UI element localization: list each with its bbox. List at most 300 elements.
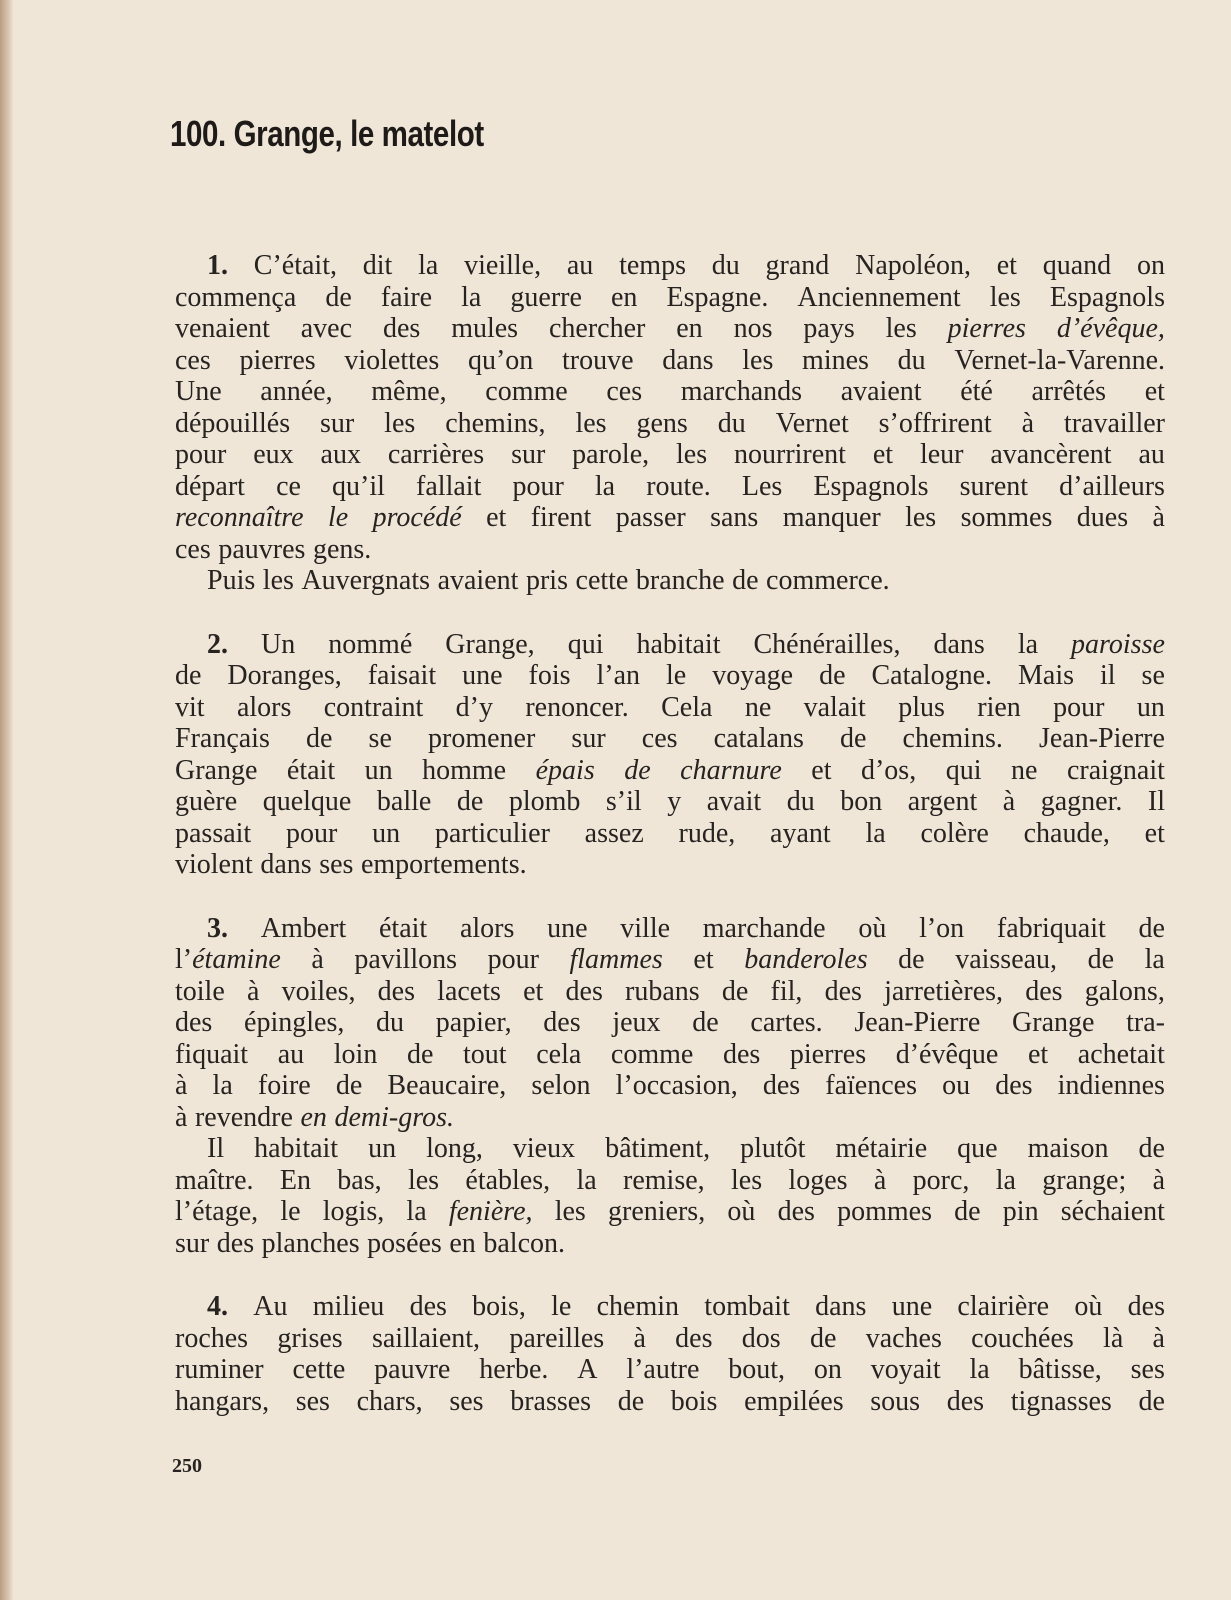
word: de [175, 660, 202, 691]
word: venaient [175, 313, 270, 344]
word: maison [1027, 1133, 1109, 1164]
word: de [617, 1385, 645, 1417]
italic-word: épais [535, 754, 595, 786]
word: métairie [835, 1133, 928, 1164]
italic-word: reconnaître [175, 502, 304, 533]
word: gens [636, 407, 688, 439]
word: Jean-Pierre [1038, 723, 1165, 754]
word: Grange, [445, 628, 535, 660]
word: au [1138, 439, 1165, 470]
word: faïences [825, 1070, 917, 1101]
word: à [1021, 407, 1034, 439]
text-line [175, 345, 1165, 377]
text-line [175, 976, 1165, 1008]
word: les [384, 407, 416, 439]
word: chemin [596, 1291, 680, 1322]
word: Puis [207, 565, 256, 596]
word: on [1136, 250, 1165, 281]
text-line [175, 629, 1165, 661]
word: la [576, 1164, 597, 1196]
italic-word: le [327, 502, 349, 533]
word: chercher [548, 313, 646, 344]
text-line [175, 250, 1165, 282]
word: hangars, [175, 1385, 270, 1417]
word: pour [1053, 691, 1105, 723]
word: promener [428, 723, 536, 754]
word: les [676, 439, 708, 470]
word: une [547, 912, 588, 944]
word: où [727, 1196, 756, 1227]
word: argent [907, 786, 978, 817]
word: bois, [472, 1291, 526, 1322]
word: papier, [435, 1007, 512, 1038]
word: et [811, 754, 832, 786]
word: marchande [702, 912, 826, 944]
word: bâtiment, [605, 1133, 711, 1164]
word: là [1103, 1322, 1124, 1354]
text-line [175, 818, 1165, 850]
word: d’ailleurs [1059, 470, 1165, 502]
word: la [969, 1354, 990, 1385]
word: bâtisse, [1018, 1354, 1102, 1385]
word: balcon. [483, 1227, 565, 1259]
word: chars, [356, 1385, 423, 1417]
word: Une [175, 376, 222, 407]
word: les [742, 344, 774, 376]
italic-word: de [624, 754, 651, 786]
italic-word: paroisse [1071, 628, 1165, 660]
word: violettes [344, 344, 440, 376]
word: du [376, 1007, 405, 1038]
word: d’évêque [895, 1038, 999, 1070]
word: et [486, 502, 507, 533]
word: d’y [455, 691, 493, 723]
word: ne [744, 691, 772, 723]
text-line [175, 1291, 1165, 1323]
word: les [575, 407, 607, 439]
word: de [721, 975, 749, 1007]
word: nommé [328, 628, 413, 660]
word: surent [959, 470, 1029, 502]
word: Il [207, 1133, 225, 1164]
italic-word: procédé [372, 502, 462, 533]
word: faisait [367, 660, 437, 691]
word: au [566, 250, 594, 281]
word: bois [670, 1385, 718, 1417]
word: Français [175, 723, 270, 754]
word: et [1144, 817, 1165, 849]
text-line [175, 1196, 1165, 1228]
word: bon [840, 786, 883, 817]
word: des [824, 975, 862, 1007]
word: Beaucaire, [387, 1070, 507, 1101]
word: l’autre [626, 1354, 700, 1385]
word: En [279, 1164, 311, 1196]
word: la [995, 1164, 1016, 1196]
word: grand [765, 250, 830, 281]
word: de [456, 786, 484, 817]
text-line [175, 282, 1165, 314]
word: à [175, 1070, 188, 1101]
word: bas, [337, 1164, 382, 1196]
text-line [175, 723, 1165, 755]
word: logis, [322, 1196, 385, 1227]
word: à [1152, 1164, 1165, 1196]
italic-word: pierres [947, 313, 1026, 344]
word: le [551, 1291, 572, 1322]
word: pierres [789, 1038, 867, 1070]
word: comme [485, 376, 568, 407]
word: à [175, 1101, 188, 1133]
word: bout, [728, 1354, 785, 1385]
paragraph-section-1 [175, 250, 1165, 597]
word: tignasses [1010, 1385, 1112, 1417]
word: jeux [612, 1007, 661, 1038]
word: grange; [1042, 1164, 1127, 1196]
word: selon [531, 1070, 591, 1101]
word: chaude, [1023, 817, 1110, 849]
word: cela [536, 1038, 582, 1070]
word: la [212, 1070, 233, 1101]
word: foire [257, 1070, 311, 1101]
word: Chénérailles, [753, 628, 901, 660]
word: le [280, 1196, 301, 1227]
word: galons, [1084, 975, 1165, 1007]
word: des [543, 1007, 581, 1038]
word: ou [942, 1070, 971, 1101]
word: loges [788, 1164, 848, 1196]
word: du [897, 344, 926, 376]
word: des [946, 1385, 985, 1417]
word: un [368, 1133, 397, 1164]
word: eux [253, 439, 294, 470]
word: des [409, 1291, 447, 1322]
word: toile [175, 975, 225, 1007]
word: ruminer [175, 1354, 264, 1385]
word: sommes [960, 502, 1053, 533]
word: en [449, 1227, 476, 1259]
word: ces [175, 344, 211, 376]
word: fois [528, 660, 571, 691]
word: les [730, 1164, 763, 1196]
word: faire [380, 281, 433, 313]
word: du [717, 407, 746, 439]
word: voyage [712, 660, 794, 691]
word: de [1138, 1133, 1165, 1164]
word: trouve [561, 344, 634, 376]
word: vit [175, 691, 205, 723]
word: où [1074, 1291, 1103, 1322]
text-line [175, 471, 1165, 503]
italic-word: étamine [192, 944, 281, 975]
word: ces [641, 723, 678, 754]
word: des [995, 1070, 1033, 1101]
paragraph-section-4 [175, 1291, 1165, 1417]
text-line [175, 439, 1165, 471]
word: d’os, [860, 754, 917, 786]
word: du [786, 786, 815, 817]
word: Espagnols [813, 470, 929, 502]
word: avaient [437, 565, 519, 596]
word: vieux [512, 1133, 576, 1164]
word: revendre [194, 1101, 293, 1133]
word: l’étage, [175, 1196, 259, 1227]
italic-word: flammes [569, 944, 663, 975]
paragraph-section-3 [175, 913, 1165, 1260]
word: fil, [770, 975, 803, 1007]
word: des [675, 1322, 713, 1354]
word: en [610, 281, 638, 313]
word: nourrirent [734, 439, 846, 470]
word: où [858, 912, 887, 944]
word: même, [371, 376, 447, 407]
word: des [382, 313, 421, 344]
word: homme [422, 754, 507, 786]
word: et [1144, 376, 1165, 407]
word: des [1025, 975, 1063, 1007]
word: ville [620, 912, 671, 944]
word: alors [459, 912, 515, 944]
word: cartes. [750, 1007, 823, 1038]
text-line [175, 1354, 1165, 1386]
text-line [175, 1228, 1165, 1260]
word: les [905, 502, 937, 533]
word: de [406, 1038, 434, 1070]
word: avait [706, 786, 762, 817]
word: catalans [713, 723, 804, 754]
word: la [865, 817, 886, 849]
word: milieu [312, 1291, 385, 1322]
word: tra- [1126, 1007, 1165, 1038]
word: Les [741, 470, 783, 502]
word: des [777, 1196, 815, 1227]
word: la [461, 281, 482, 313]
word: du [711, 250, 740, 281]
word: et [872, 439, 894, 470]
italic-word: fenière, [448, 1196, 533, 1227]
word: Grange [175, 754, 258, 786]
word: quand [1042, 250, 1112, 281]
text-line [175, 313, 1165, 345]
section-number: 2. [207, 628, 228, 660]
word: Vernet [775, 407, 849, 439]
word-group [175, 944, 281, 976]
word: pauvre [374, 1354, 451, 1385]
word: indiennes [1057, 1070, 1165, 1101]
word: Anciennement [797, 281, 961, 313]
word: loin [333, 1038, 378, 1070]
word: année, [260, 376, 333, 407]
word: au [277, 1038, 305, 1070]
word: planches [261, 1227, 360, 1259]
word: vieille, [464, 250, 542, 281]
italic-word: charnure [680, 754, 782, 786]
word: des [377, 975, 415, 1007]
word: en [676, 313, 703, 344]
word: sur [511, 439, 546, 470]
word: tombait [704, 1291, 790, 1322]
word: fallait [416, 470, 482, 502]
word: Grange [1012, 1007, 1095, 1038]
word: temps [619, 250, 686, 281]
word: à [633, 1322, 646, 1354]
word: l’occasion, [615, 1070, 738, 1101]
word: y [667, 786, 682, 817]
word: branche [635, 565, 725, 596]
italic-word: en [300, 1101, 327, 1133]
word: des [216, 1227, 255, 1259]
word: la [594, 470, 616, 502]
word: chemins. [902, 723, 1003, 754]
word: de [325, 281, 352, 313]
word: qui [945, 754, 982, 786]
text-line [175, 408, 1165, 440]
word: pour [175, 439, 227, 470]
section-number: 4. [207, 1291, 228, 1322]
section-number: 1. [207, 250, 228, 281]
word: de [1138, 1385, 1165, 1417]
word: lacets [437, 975, 501, 1007]
word: pays [803, 313, 855, 344]
word: qu’il [332, 470, 385, 502]
word: ne [1011, 754, 1038, 786]
word: avancèrent [990, 439, 1112, 470]
word: étables, [465, 1164, 551, 1196]
word: roches [175, 1322, 249, 1354]
word: chemins, [445, 407, 546, 439]
word: mules [451, 313, 519, 344]
word: on [813, 1354, 842, 1385]
word: pavillons [354, 944, 458, 975]
text-line [175, 786, 1165, 818]
word: achetait [1077, 1038, 1165, 1070]
word: ces [606, 376, 643, 407]
word: Vernet-la-Varenne. [954, 344, 1165, 376]
word: la [1144, 944, 1165, 975]
word: s’il [605, 786, 642, 817]
word: les [262, 565, 294, 596]
word: balle [376, 786, 432, 817]
word: dans [933, 628, 985, 660]
word: colère [920, 817, 989, 849]
word: des [175, 1007, 213, 1038]
word: pommes [837, 1196, 932, 1227]
word: gagner. [1040, 786, 1123, 817]
text-line [175, 565, 1165, 597]
word: assez [584, 817, 644, 849]
word: dans [260, 849, 312, 880]
word: il [1100, 660, 1116, 691]
word: particulier [434, 817, 550, 849]
word: de [305, 723, 333, 754]
word: sur [571, 723, 606, 754]
word: contraint [323, 691, 424, 723]
word: et [996, 250, 1017, 281]
word: C’était, [253, 250, 337, 281]
word: un [372, 817, 401, 849]
word: valait [803, 691, 866, 723]
word: violent [175, 849, 253, 880]
word: Doranges, [227, 660, 342, 691]
word: saillaient, [371, 1322, 481, 1354]
word: clairière [957, 1291, 1050, 1322]
word: sur [175, 1227, 210, 1259]
word: les [554, 1196, 586, 1227]
word: et [523, 975, 544, 1007]
text-line [175, 1070, 1165, 1102]
word: arrêtés [1031, 376, 1107, 407]
word: s’offrirent [878, 407, 992, 439]
word: se [368, 723, 392, 754]
text-line [175, 692, 1165, 724]
word: à [1152, 502, 1165, 533]
word: commença [175, 281, 297, 313]
word: Il [1147, 786, 1165, 817]
word: couchées [971, 1322, 1074, 1354]
word: dues [1076, 502, 1129, 533]
word: une [462, 660, 503, 691]
word: guère [175, 786, 238, 817]
word: maître. [175, 1164, 254, 1196]
word: la [406, 1196, 427, 1227]
word: pour [285, 817, 338, 849]
word: pauvres [218, 533, 306, 565]
word: dit [362, 250, 393, 281]
word: sous [870, 1385, 921, 1417]
word: et [1027, 1038, 1049, 1070]
word: fiquait [175, 1038, 249, 1070]
word: greniers, [608, 1196, 706, 1227]
word: dans [815, 1291, 867, 1322]
word: ses [1130, 1354, 1165, 1385]
word: des [722, 1038, 761, 1070]
word: dos [741, 1322, 781, 1354]
word: leur [919, 439, 964, 470]
word: à [873, 1164, 887, 1196]
word: les [885, 313, 917, 344]
word: ses [295, 1385, 330, 1417]
text-line [175, 913, 1165, 945]
word: pierres [239, 344, 316, 376]
word: rien [977, 691, 1021, 723]
text-line [175, 534, 1165, 566]
word: rubans [625, 975, 700, 1007]
word: brasses [510, 1385, 592, 1417]
text-line [175, 502, 1165, 534]
word: pris [525, 565, 568, 596]
word: à [311, 944, 324, 975]
word: à [1152, 1322, 1165, 1354]
word: que [957, 1133, 998, 1164]
text-line [175, 755, 1165, 787]
word: gens. [312, 533, 372, 565]
word: était [286, 754, 336, 786]
page-number: 250 [172, 1455, 202, 1477]
word: de [809, 1322, 837, 1354]
word: posées [367, 1227, 442, 1259]
word: ces [175, 533, 211, 565]
text-line [175, 1102, 1165, 1134]
text-line [175, 376, 1165, 408]
word: voiles, [281, 975, 356, 1007]
word: départ [175, 470, 245, 502]
word: firent [530, 502, 592, 533]
word: craignait [1066, 754, 1165, 786]
word: rude, [678, 817, 736, 849]
text-line [175, 1386, 1165, 1418]
word: ses [319, 849, 354, 880]
word: avaient [840, 376, 922, 407]
